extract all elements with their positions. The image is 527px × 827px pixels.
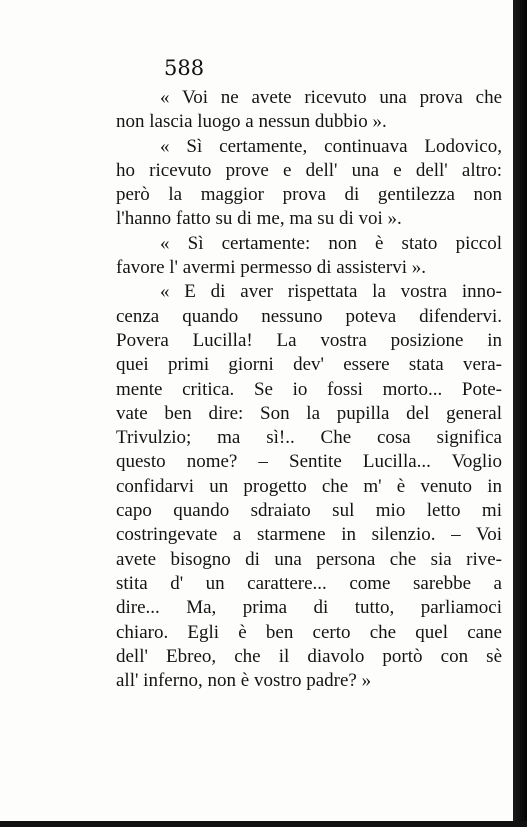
text-line: mente critica. Se io fossi morto... Pote-	[116, 378, 502, 400]
text-line: quei primi giorni dev' essere stata vera-	[116, 354, 502, 376]
page-edge-shadow	[513, 0, 527, 827]
text-line: « Voi ne avete ricevuto una prova che	[160, 87, 502, 108]
text-line: ho ricevuto prove e dell' una e dell' altro:	[116, 159, 502, 181]
text-line: Povera Lucilla! La vostra posizione in	[116, 329, 502, 351]
paragraph-4	[116, 280, 502, 693]
text-line: cenza quando nessuno poteva difendervi.	[116, 305, 502, 327]
text-line: costringevate a starmene in silenzio. – Voi	[116, 524, 502, 546]
text-line: dire... Ma, prima di tutto, parliamoci	[116, 597, 502, 619]
text-line: l'hanno fatto su di me, ma su di voi ».	[116, 208, 402, 230]
text-line: questo nome? – Sentite Lucilla... Voglio	[116, 451, 502, 473]
text-line: avete bisogno di una persona che sia rive-	[116, 548, 502, 570]
text-line: però la maggior prova di gentilezza non	[116, 184, 502, 206]
text-line: « Sì certamente: non è stato piccol	[160, 232, 502, 254]
text-line: stita d' un carattere... come sarebbe a	[116, 572, 502, 594]
paragraph-1	[116, 86, 502, 135]
text-line: Trivulzio; ma sì!.. Che cosa significa	[116, 427, 502, 449]
text-line: confidarvi un progetto che m' è venuto in	[116, 475, 502, 497]
paragraph-2	[116, 135, 502, 232]
page-bottom-edge	[0, 821, 527, 827]
paragraph-3	[116, 232, 502, 281]
text-line: chiaro. Egli è ben certo che quel cane	[116, 621, 502, 643]
page-number: 588	[164, 56, 205, 80]
text-line: non lascia luogo a nessun dubbio ».	[116, 111, 387, 133]
text-line: vate ben dire: Son la pupilla del general	[116, 402, 502, 424]
text-line: « E di aver rispettata la vostra inno-	[160, 281, 502, 303]
text-line: all' inferno, non è vostro padre? »	[116, 670, 372, 692]
text-line: « Sì certamente, continuava Lodovico,	[160, 135, 502, 157]
text-line: capo quando sdraiato sul mio letto mi	[116, 500, 502, 522]
text-line: dell' Ebreo, che il diavolo portò con sè	[116, 645, 502, 667]
page-text	[116, 86, 502, 693]
text-line: favore l' avermi permesso di assistervi ».	[116, 257, 426, 279]
